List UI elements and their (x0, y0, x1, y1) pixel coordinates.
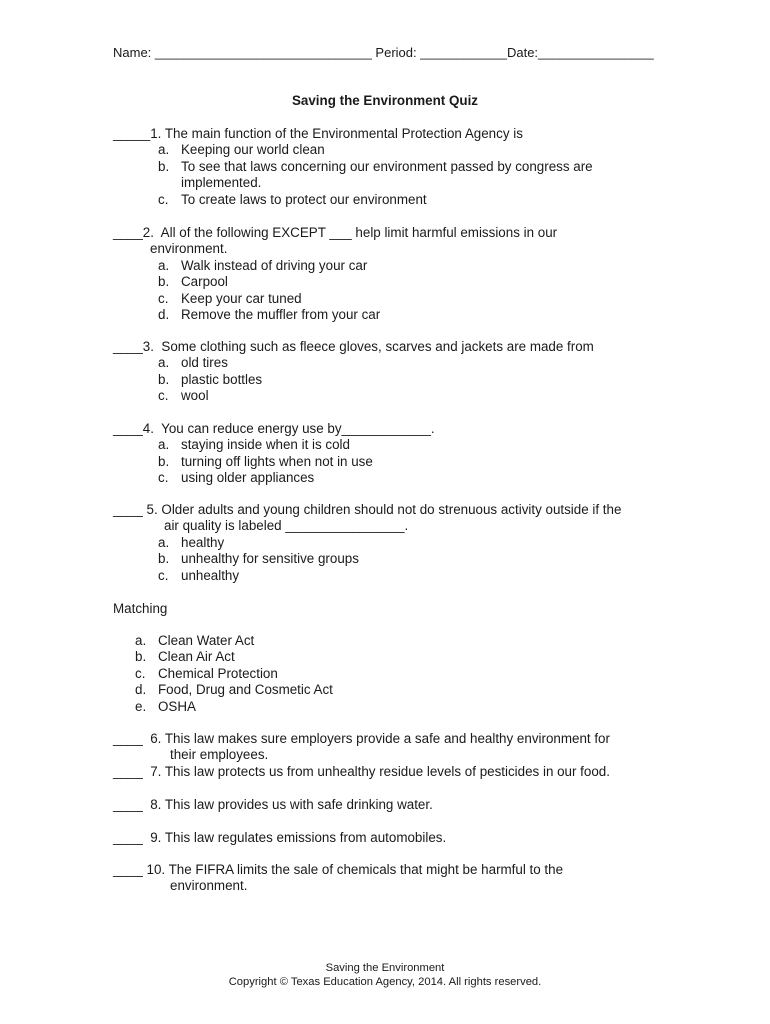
option: b. Carpool (158, 274, 228, 290)
matching-option: c. Chemical Protection (135, 665, 278, 681)
matching-option: a. Clean Water Act (135, 633, 255, 648)
matching-question-6: ____ 6. This law makes sure employers provide a safe and healthy environment for their employees. (113, 731, 610, 763)
question-stem: ____2. All of the following EXCEPT ___ help limit harmful emissions in our (113, 225, 558, 240)
option: a. Keeping our world clean (158, 142, 325, 158)
matching-option: e. OSHA (135, 698, 196, 714)
option: b. To see that laws concerning our environment passed by congress are implemented. (158, 158, 593, 191)
option: b. turning off lights when not in use (158, 453, 373, 469)
question-3 (113, 339, 673, 405)
matching-question-8: ____ 8. This law provides us with safe drinking water. (113, 797, 433, 812)
question-stem: ____3. Some clothing such as fleece gloves, scarves and jackets are made from (113, 339, 594, 354)
question-1 (113, 126, 673, 208)
option: c. unhealthy (158, 567, 240, 583)
matching-question-7: ____ 7. This law protects us from unhealthy residue levels of pesticides in our food. (113, 764, 610, 779)
option: a. old tires (158, 355, 228, 371)
matching-option: d. Food, Drug and Cosmetic Act (135, 682, 333, 698)
option: a. Walk instead of driving your car (158, 257, 368, 273)
matching-question-10: ____ 10. The FIFRA limits the sale of chemicals that might be harmful to the environment. (113, 862, 564, 894)
footer-copyright: Copyright © Texas Education Agency, 2014. All rights reserved. (228, 975, 542, 988)
option: b. plastic bottles (158, 371, 263, 387)
question-stem: ____ 5. Older adults and young children should not do strenuous activity outside if the (113, 502, 622, 517)
matching-options-list (113, 633, 513, 715)
question-stem: _____1. The main function of the Environmental Protection Agency is (113, 126, 523, 141)
option-list (113, 535, 673, 584)
footer-title: Saving the Environment (325, 962, 445, 974)
option: b. unhealthy for sensitive groups (158, 551, 359, 567)
question-stem-continued: environment. (150, 241, 228, 257)
question-4 (113, 421, 673, 487)
page-title: Saving the Environment Quiz (291, 93, 478, 108)
question-stem-continued: air quality is labeled ________________. (164, 518, 409, 534)
matching-question-9: ____ 9. This law regulates emissions from automobiles. (113, 830, 447, 845)
matching-option: b. Clean Air Act (135, 649, 235, 665)
page-footer (0, 962, 770, 989)
option: c. using older appliances (158, 470, 315, 486)
option: c. Keep your car tuned (158, 290, 302, 306)
option: d. Remove the muffler from your car (158, 307, 381, 323)
option: c. wool (158, 388, 209, 404)
question-2 (113, 225, 673, 323)
option: c. To create laws to protect our environment (158, 191, 427, 207)
option: a. staying inside when it is cold (158, 437, 350, 453)
question-5 (113, 502, 673, 584)
option-list (113, 355, 673, 404)
matching-heading: Matching (113, 601, 168, 616)
option-list (113, 437, 673, 486)
option-list (113, 142, 673, 208)
option: a. healthy (158, 534, 225, 550)
option-list (113, 258, 673, 324)
question-stem: ____4. You can reduce energy use by____________. (113, 421, 435, 436)
student-info-line: Name: ______________________________ Period: ____________Date:________________ (113, 45, 654, 60)
